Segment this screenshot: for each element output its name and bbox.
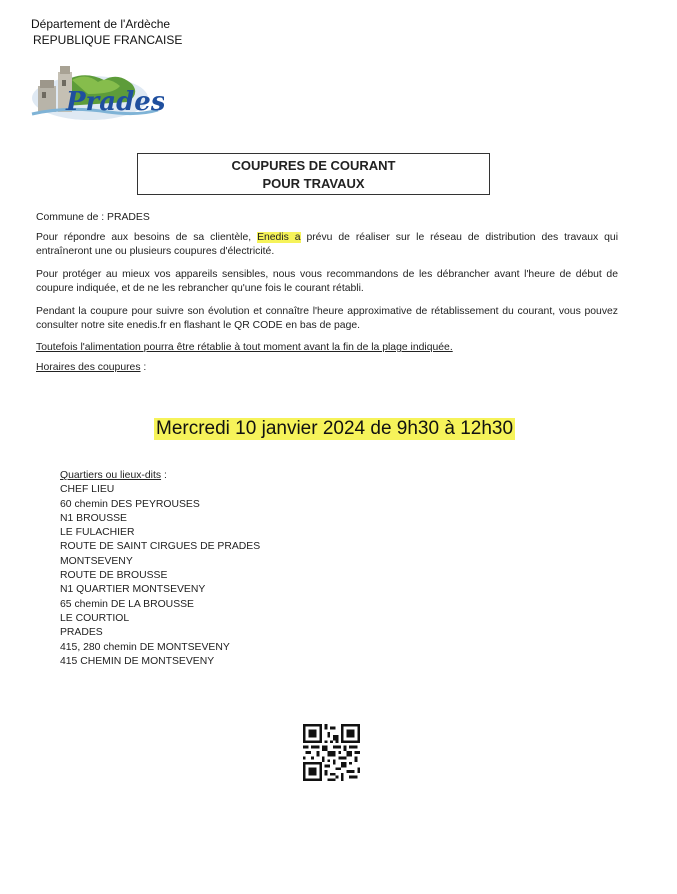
commune-label: Commune de : PRADES (36, 212, 150, 223)
paragraph-3: Pendant la coupure pour suivre son évolution et connaître l'heure approximative de rétablissement du courant, vous pouvez consulter notre site enedis.fr en flashant le QR CODE en bas de page. (36, 306, 618, 331)
prades-logo (28, 58, 164, 128)
department-label: Département de l'Ardèche (31, 17, 171, 31)
qr-code-graphic (303, 724, 360, 781)
list-item: MONTSEVENY (60, 555, 133, 567)
list-item: 65 chemin DE LA BROUSSE (60, 598, 194, 610)
list-item: LE COURTIOL (60, 612, 130, 624)
logo-text: Prades (66, 87, 164, 117)
schedule-heading-text: Horaires des coupures (36, 362, 141, 373)
list-item: LE FULACHIER (60, 527, 135, 539)
qr-code-icon[interactable] (303, 724, 360, 781)
country-label: REPUBLIQUE FRANCAISE (33, 33, 183, 47)
list-item: N1 QUARTIER MONTSEVENY (60, 584, 206, 596)
areas-heading: Quartiers ou lieux-dits : (60, 470, 167, 481)
list-item: ROUTE DE BROUSSE (60, 570, 168, 582)
outage-date: Mercredi 10 janvier 2024 de 9h30 à 12h30 (156, 418, 514, 439)
list-item: 415 CHEMIN DE MONTSEVENY (60, 655, 215, 667)
list-item: CHEF LIEU (60, 484, 115, 496)
enedis-highlight: Enedis a (257, 232, 301, 243)
list-item: ROUTE DE SAINT CIRGUES DE PRADES (60, 541, 261, 553)
paragraph-4 (36, 341, 618, 355)
areas-list (60, 469, 260, 669)
paragraph-1-start: Pour répondre aux besoins de sa clientèle, (36, 232, 258, 243)
list-item: PRADES (60, 627, 103, 639)
list-item: 415, 280 chemin DE MONTSEVENY (60, 641, 230, 653)
areas-heading-text: Quartiers ou lieux-dits (60, 470, 162, 481)
paragraph-1 (36, 231, 618, 258)
paragraph-1-end: prévu de réaliser sur le réseau de distribution des travaux qui entraîneront une ou plusieurs coupures d'électricité. (36, 232, 619, 257)
paragraph-2: Pour protéger au mieux vos appareils sensibles, nous vous recommandons de les débrancher avant l'heure de début de coupure indiquée, et de ne les rebrancher qu'une fois le courant rétabli. (36, 269, 618, 294)
title-box (137, 153, 490, 195)
list-item: N1 BROUSSE (60, 512, 127, 524)
schedule-heading: Horaires des coupures : (36, 362, 147, 373)
list-item: 60 chemin DES PEYROUSES (60, 498, 200, 510)
title-line-2: POUR TRAVAUX (262, 176, 365, 191)
village-logo-icon (28, 58, 164, 128)
restore-note: Toutefois l'alimentation pourra être rétablie à tout moment avant la fin de la plage indiquée. (36, 342, 453, 353)
title-line-1: COUPURES DE COURANT (231, 158, 396, 173)
